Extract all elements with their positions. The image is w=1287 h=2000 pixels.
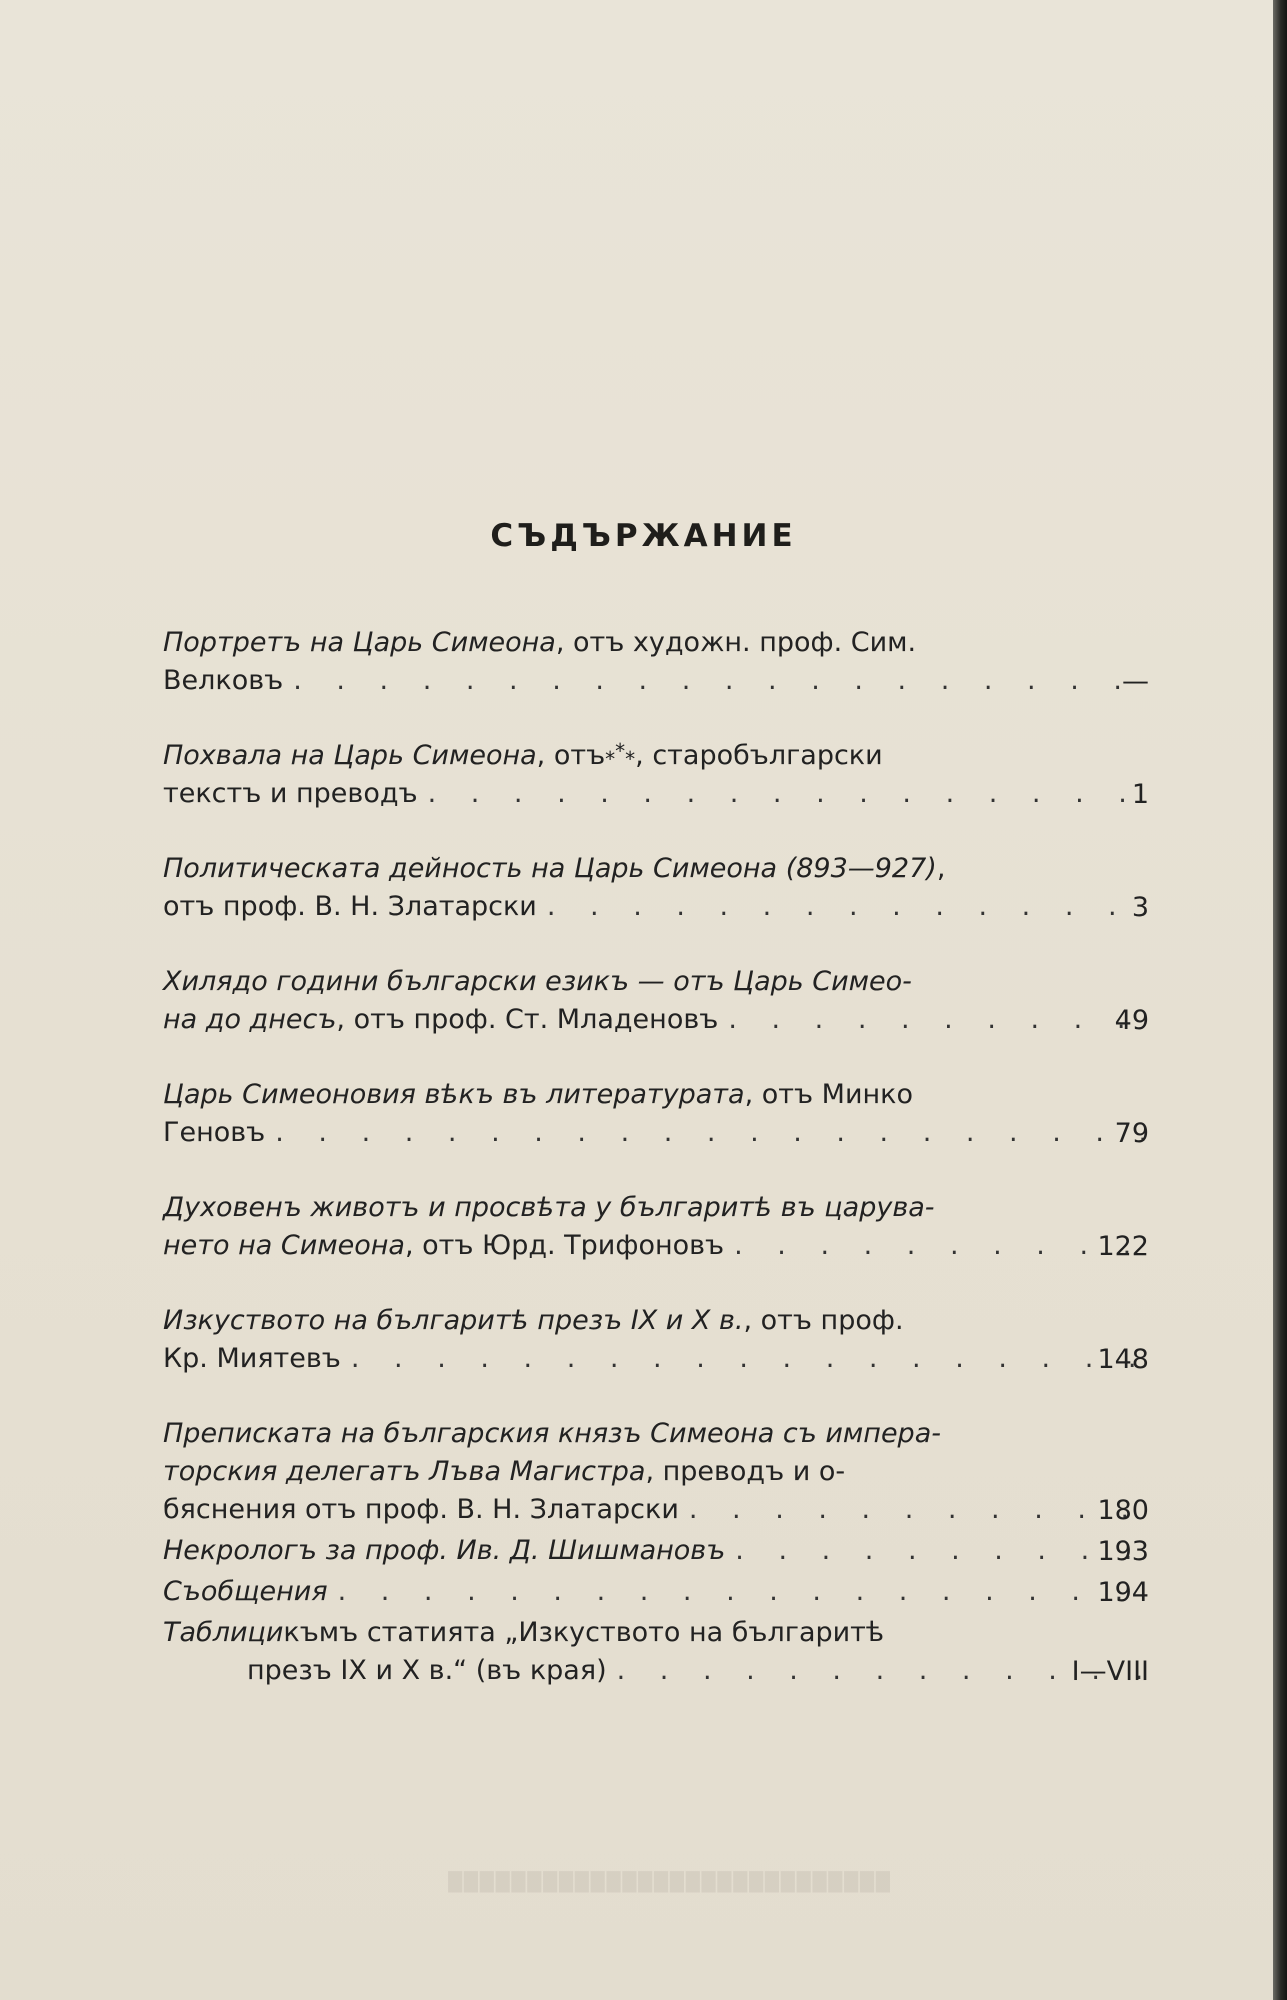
entry-author: , отъ художн. проф. Сим. bbox=[555, 627, 917, 658]
toc-entry bbox=[163, 1610, 1153, 1686]
entry-title: Портретъ на Царь Симеона bbox=[163, 627, 556, 658]
entry-title: Хилядо години български езикъ — отъ Царь Симео- bbox=[163, 966, 912, 997]
dot-leader bbox=[293, 665, 1153, 696]
toc-entry bbox=[163, 959, 1153, 1035]
toc-entry bbox=[163, 620, 1153, 696]
dot-leader bbox=[735, 1535, 1153, 1566]
entry-author: , преводъ и о- bbox=[645, 1456, 846, 1487]
dot-leader bbox=[547, 891, 1153, 922]
toc-entry bbox=[163, 1072, 1153, 1148]
dot-leader bbox=[351, 1343, 1153, 1374]
page-number: 194 bbox=[1097, 1577, 1149, 1608]
dot-leader bbox=[428, 778, 1153, 809]
page-number: 49 bbox=[1114, 1005, 1149, 1036]
page-number: 122 bbox=[1097, 1231, 1149, 1262]
table-of-contents bbox=[163, 620, 1153, 1686]
entry-author: Геновъ bbox=[163, 1117, 266, 1148]
toc-entry bbox=[163, 1185, 1153, 1261]
page-number: 1 bbox=[1131, 779, 1149, 810]
entry-author: , отъ bbox=[536, 740, 606, 771]
entry-title: Таблици bbox=[163, 1617, 284, 1648]
toc-entry bbox=[163, 733, 1153, 809]
page-number: — bbox=[1122, 666, 1149, 697]
entry-author: , bbox=[936, 853, 946, 884]
toc-entry bbox=[163, 1528, 1153, 1566]
entry-author: Кр. Миятевъ bbox=[163, 1343, 341, 1374]
entry-author: , отъ проф. bbox=[743, 1305, 904, 1336]
entry-author: , отъ проф. Ст. Младеновъ bbox=[336, 1004, 719, 1035]
entry-title: Царь Симеоновия вѣкъ въ литературата bbox=[163, 1079, 745, 1110]
asterism: *** bbox=[605, 739, 636, 771]
entry-title: Изкуството на българитѣ презъ IX и X в. bbox=[163, 1305, 744, 1336]
entry-author: , отъ Юрд. Трифоновъ bbox=[404, 1230, 725, 1261]
dot-leader bbox=[338, 1576, 1153, 1607]
entry-title: торския делегатъ Лъва Магистра bbox=[163, 1456, 646, 1487]
toc-entry bbox=[163, 1411, 1153, 1525]
page-title: СЪДЪРЖАНИЕ bbox=[490, 518, 797, 554]
entry-title: Некрологъ за проф. Ив. Д. Шишмановъ bbox=[163, 1535, 726, 1566]
show-through-text: ████████████████████████████ bbox=[448, 1872, 892, 1893]
dot-leader bbox=[689, 1494, 1153, 1525]
entry-title: Похвала на Царь Симеона bbox=[163, 740, 537, 771]
entry-author: текстъ и преводъ bbox=[163, 778, 418, 809]
page-number: 180 bbox=[1097, 1495, 1149, 1526]
entry-title: Преписката на българския князъ Симеона съ импера- bbox=[163, 1418, 941, 1449]
entry-title: Съобщения bbox=[163, 1576, 328, 1607]
entry-author: , отъ Минко bbox=[744, 1079, 913, 1110]
entry-author: презъ IX и X в.“ (въ края) bbox=[247, 1655, 607, 1686]
entry-author: къмъ статията „Изкуството на българитѣ bbox=[283, 1617, 885, 1648]
dot-leader bbox=[734, 1230, 1153, 1261]
toc-entry bbox=[163, 1298, 1153, 1374]
entry-author: отъ проф. В. Н. Златарски bbox=[163, 891, 537, 922]
page-number: I—VIII bbox=[1071, 1656, 1149, 1687]
page-number: 79 bbox=[1114, 1118, 1149, 1149]
book-spine-edge bbox=[1273, 0, 1287, 2000]
entry-title: Духовенъ животъ и просвѣта у българитѣ въ царува- bbox=[163, 1192, 935, 1223]
entry-author: Велковъ bbox=[163, 665, 284, 696]
entry-title: Политическата дейность на Царь Симеона (893—927) bbox=[163, 853, 937, 884]
toc-entry bbox=[163, 846, 1153, 922]
page-number: 193 bbox=[1097, 1536, 1149, 1567]
entry-title: нето на Симеона bbox=[163, 1230, 405, 1261]
entry-title: на до днесъ bbox=[163, 1004, 337, 1035]
toc-entry bbox=[163, 1569, 1153, 1607]
page-number: 148 bbox=[1097, 1344, 1149, 1375]
entry-author: бяснения отъ проф. В. Н. Златарски bbox=[163, 1494, 679, 1525]
page-number: 3 bbox=[1131, 892, 1149, 923]
entry-author: , старобългарски bbox=[635, 740, 883, 771]
dot-leader bbox=[275, 1117, 1153, 1148]
dot-leader bbox=[728, 1004, 1153, 1035]
